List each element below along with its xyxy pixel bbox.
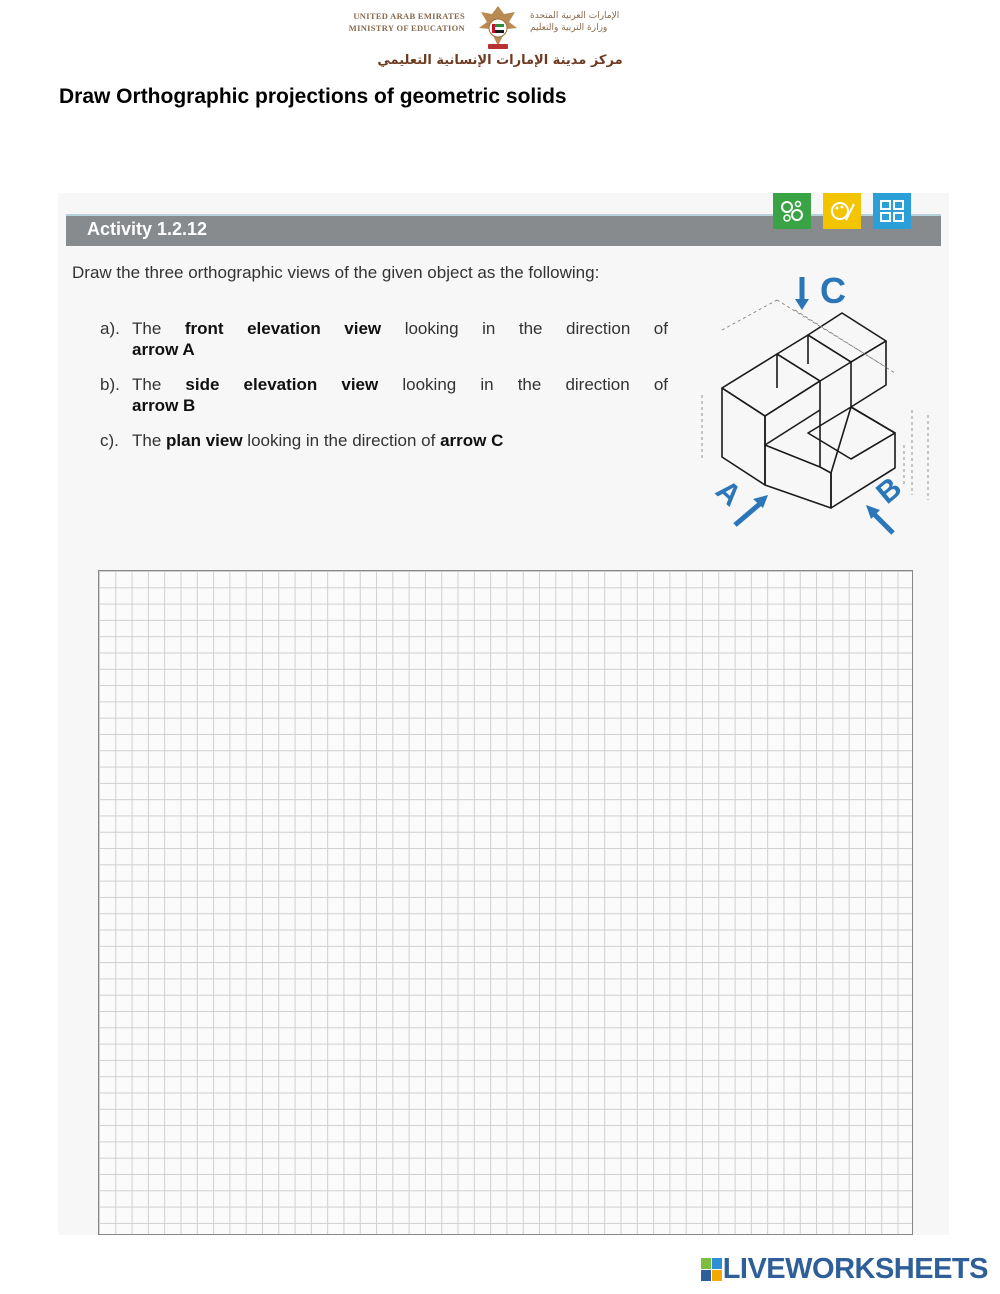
svg-text:C: C xyxy=(820,270,846,311)
instruction-item-a: a). The front elevation view looking in the direction of arrow A xyxy=(100,319,668,359)
gears-icon xyxy=(773,193,811,229)
drawing-grid[interactable] xyxy=(98,570,913,1235)
liveworksheets-logo-icon xyxy=(701,1258,723,1282)
page-title: Draw Orthographic projections of geometric solids xyxy=(59,85,567,108)
intro-text: Draw the three orthographic views of the given object as the following: xyxy=(72,263,600,282)
arrow-b-icon xyxy=(866,471,908,533)
instructions xyxy=(72,261,668,284)
svg-text:A: A xyxy=(709,473,748,513)
activity-title: Activity 1.2.12 xyxy=(87,219,208,239)
brand-name: LIVEWORKSHEETS xyxy=(722,1253,988,1285)
instruction-item-b: b). The side elevation view looking in the direction of arrow B xyxy=(100,375,668,415)
layout-grid-icon xyxy=(873,193,911,229)
instruction-item-c: c). The plan view looking in the direction of arrow C xyxy=(100,431,504,450)
ministry-en: UNITED ARAB EMIRATES MINISTRY OF EDUCATION xyxy=(348,11,465,33)
center-name-ar: مركز مدينة الإمارات الإنسانية التعليمي xyxy=(377,53,623,68)
liveworksheets-logo xyxy=(701,1253,988,1286)
palette-icon xyxy=(823,193,861,229)
isometric-object-figure xyxy=(690,255,945,555)
ministry-ar: الإمارات العربية المتحدة وزارة التربية والتعليم xyxy=(530,11,620,33)
arrow-c-icon xyxy=(795,270,846,311)
uae-emblem-icon xyxy=(473,2,523,52)
svg-text:B: B xyxy=(870,471,909,511)
